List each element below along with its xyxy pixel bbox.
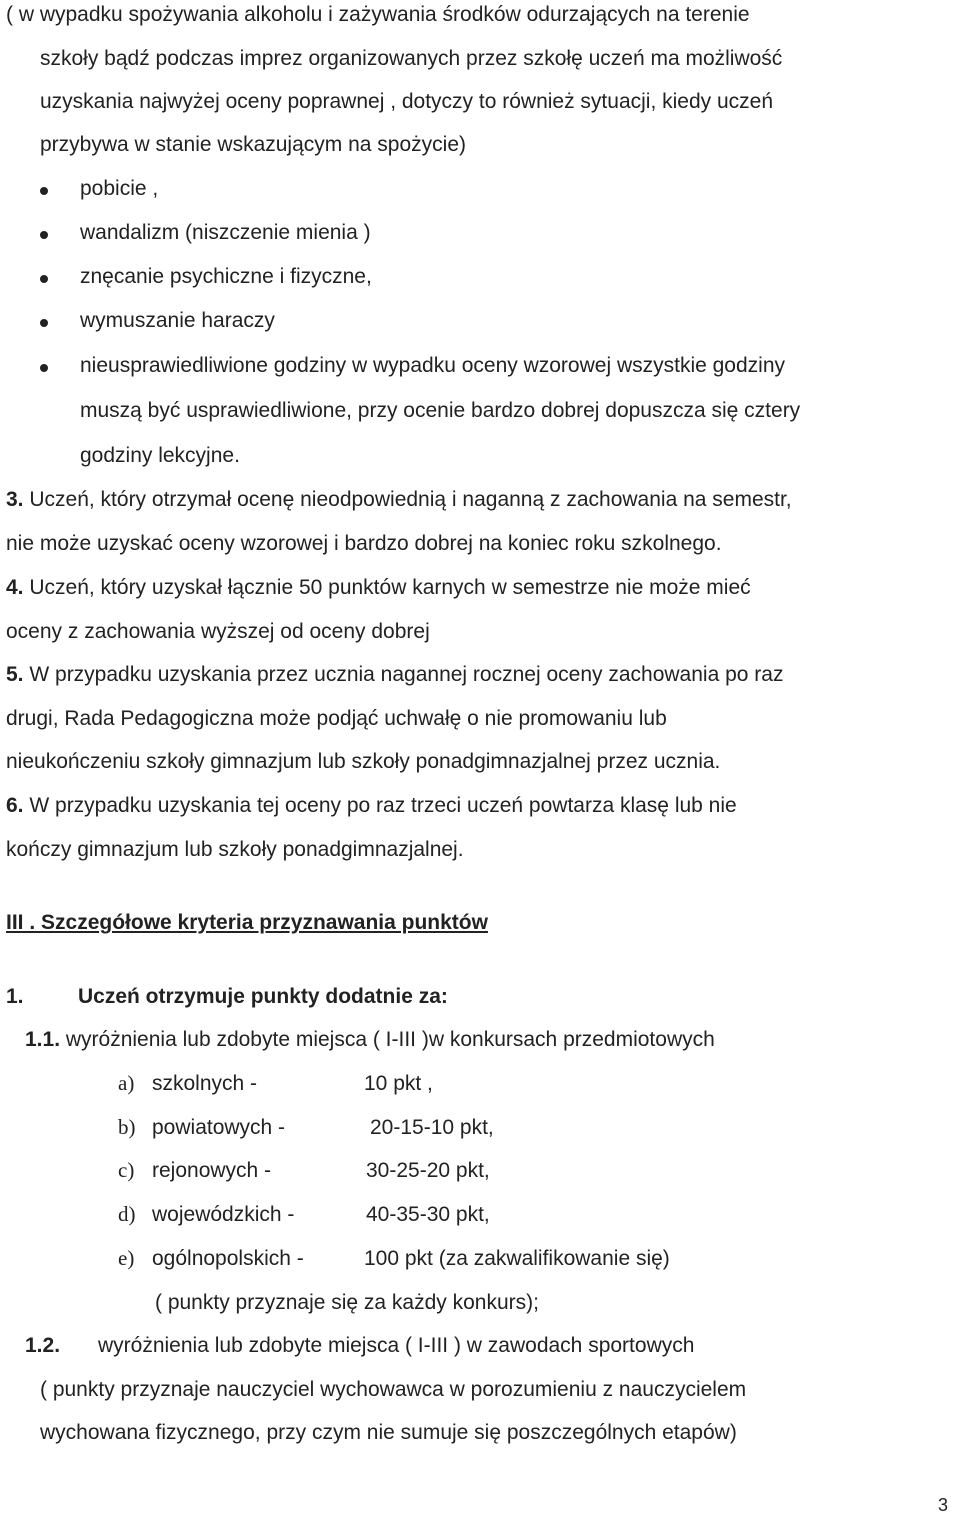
item-1-1 [25,1029,715,1050]
point-4 [6,577,751,598]
bullet-item: wymuszanie haraczy [80,309,275,332]
intro-line: ( w wypadku spożywania alkoholu i zażywania środków odurzających na terenie [6,3,750,26]
section-heading: III . Szczegółowe kryteria przyznawania punktów [6,911,488,934]
competition-letter: c) [118,1158,135,1182]
sub-heading: Uczeń otrzymuje punkty dodatnie za: [78,985,448,1008]
competition-note: ( punkty przyznaje się za każdy konkurs); [155,1291,539,1314]
item-text: wyróżnienia lub zdobyte miejsca ( I-III )w konkursach przedmiotowych [65,1028,715,1051]
point-number: 6. [6,794,24,817]
bullet-icon [40,187,48,195]
point-text: Uczeń, który otrzymał ocenę nieodpowiednią i naganną z zachowania na semestr, [29,488,792,511]
point-text: W przypadku uzyskania tej oceny po raz trzeci uczeń powtarza klasę lub nie [29,794,737,817]
item-1-2-number: 1.2. [25,1334,61,1357]
point-4-continuation: oceny z zachowania wyższej od oceny dobrej [6,620,430,643]
bullet-icon [40,319,48,327]
sub-heading-number: 1. [6,985,24,1008]
competition-label: ogólnopolskich - [152,1247,304,1270]
competition-points: 40-35-30 pkt, [366,1203,490,1226]
bullet-item: znęcanie psychiczne i fizyczne, [80,265,372,288]
competition-letter: b) [118,1115,136,1139]
point-number: 3. [6,488,24,511]
page-number: 3 [937,1495,948,1515]
intro-line: uzyskania najwyżej oceny poprawnej , dotyczy to również sytuacji, kiedy uczeń [40,90,774,113]
point-text: Uczeń, który uzyskał łącznie 50 punktów karnych w semestrze nie może mieć [29,576,751,599]
intro-line: przybywa w stanie wskazującym na spożycie) [40,133,466,156]
point-5-continuation: drugi, Rada Pedagogiczna może podjąć uchwałę o nie promowaniu lub [6,707,667,730]
competition-letter: d) [118,1202,136,1226]
bullet-item: pobicie , [80,177,159,200]
point-6-continuation: kończy gimnazjum lub szkoły ponadgimnazjalnej. [6,838,464,861]
point-3 [6,489,792,510]
bullet-icon [40,275,48,283]
competition-points: 100 pkt (za zakwalifikowanie się) [364,1247,670,1270]
competition-label: rejonowych - [152,1159,272,1182]
bullet-item: nieusprawiedliwione godziny w wypadku oceny wzorowej wszystkie godziny [80,354,786,377]
point-5 [6,664,783,685]
competition-letter: a) [118,1071,135,1095]
point-5-continuation: nieukończeniu szkoły gimnazjum lub szkoły ponadgimnazjalnej przez ucznia. [6,750,721,773]
competition-points: 10 pkt , [364,1072,433,1095]
competition-letter: e) [118,1246,135,1270]
competition-points: 20-15-10 pkt, [370,1116,494,1139]
competition-label: szkolnych - [152,1072,258,1095]
point-3-continuation: nie może uzyskać oceny wzorowej i bardzo dobrej na koniec roku szkolnego. [6,532,722,555]
point-number: 5. [6,663,24,686]
competition-points: 30-25-20 pkt, [366,1159,490,1182]
bullet-item-continuation: muszą być usprawiedliwione, przy ocenie bardzo dobrej dopuszcza się cztery [80,399,801,422]
point-6 [6,795,737,816]
bullet-item: wandalizm (niszczenie mienia ) [80,221,371,244]
item-1-2-text: wyróżnienia lub zdobyte miejsca ( I-III ) w zawodach sportowych [98,1334,695,1357]
item-number: 1.1. [25,1028,61,1051]
intro-line: szkoły bądź podczas imprez organizowanych przez szkołę uczeń ma możliwość [40,47,783,70]
bullet-icon [40,231,48,239]
competition-label: powiatowych - [152,1116,286,1139]
bullet-item-continuation: godziny lekcyjne. [80,444,240,467]
point-text: W przypadku uzyskania przez ucznia nagannej rocznej oceny zachowania po raz [29,663,784,686]
item-1-2-note: ( punkty przyznaje nauczyciel wychowawca w porozumieniu z nauczycielem [40,1378,747,1401]
item-1-2-note: wychowana fizycznego, przy czym nie sumuje się poszczególnych etapów) [40,1421,737,1444]
competition-label: wojewódzkich - [152,1203,295,1226]
point-number: 4. [6,576,24,599]
bullet-icon [40,364,48,372]
